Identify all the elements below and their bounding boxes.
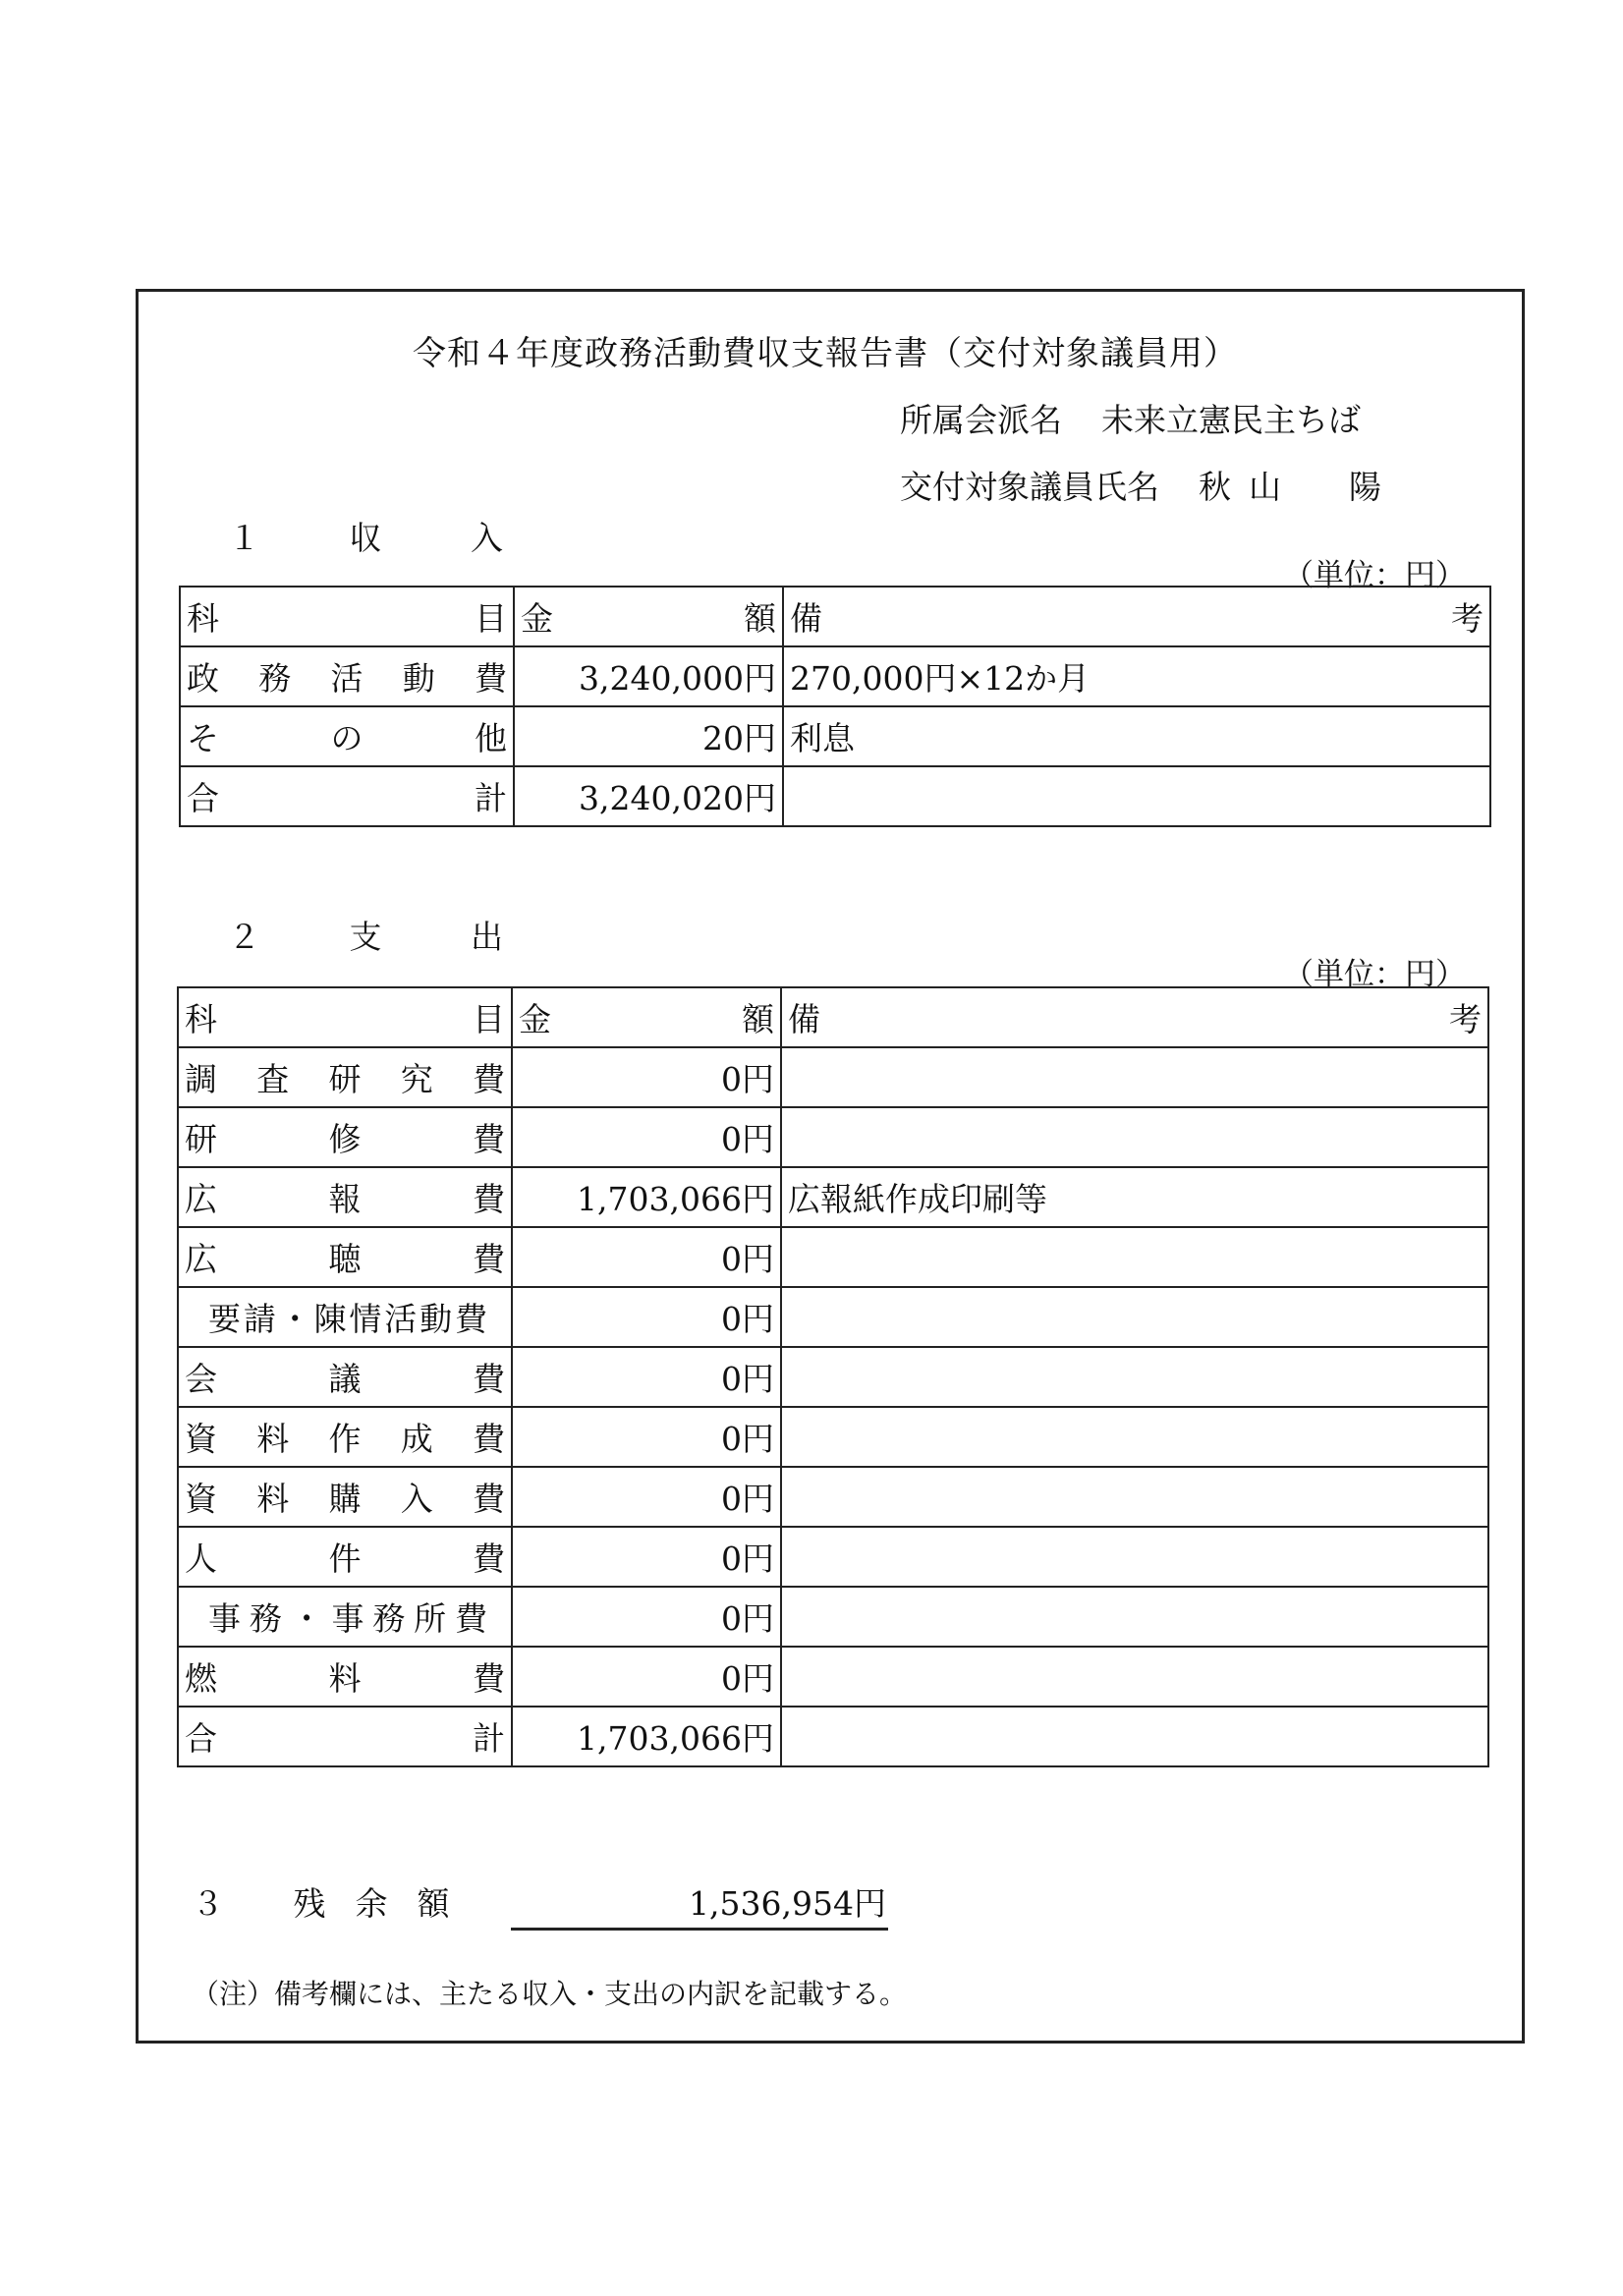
member-name: 秋山 陽 — [1199, 468, 1399, 506]
expense-table — [177, 986, 1489, 1767]
table-row — [178, 1347, 1488, 1407]
expense-unit: （単位：円） — [1283, 957, 1466, 992]
row-note: 270,000円×12か月 — [783, 646, 1490, 706]
row-subject: 資料作成費 — [178, 1407, 512, 1467]
table-row — [178, 1287, 1488, 1347]
row-amount: 0円 — [512, 1107, 781, 1167]
row-subject: 広聴費 — [178, 1227, 512, 1287]
row-amount: 0円 — [512, 1467, 781, 1527]
balance-value: 1,536,954円 — [689, 1884, 886, 1923]
row-note — [781, 1527, 1488, 1587]
table-row — [178, 1107, 1488, 1167]
expense-header-subject: 科目 — [178, 987, 512, 1047]
row-subject: 燃料費 — [178, 1647, 512, 1707]
row-subject: 人件費 — [178, 1527, 512, 1587]
row-subject: 資料購入費 — [178, 1467, 512, 1527]
row-amount: 0円 — [512, 1047, 781, 1107]
row-note — [781, 1047, 1488, 1107]
row-amount: 0円 — [512, 1347, 781, 1407]
row-amount: 1,703,066円 — [512, 1167, 781, 1227]
row-subject: 会議費 — [178, 1347, 512, 1407]
table-row — [178, 1227, 1488, 1287]
row-note — [781, 1587, 1488, 1647]
table-row — [178, 1467, 1488, 1527]
income-heading: １ 収 入 — [228, 519, 542, 557]
row-amount: 0円 — [512, 1587, 781, 1647]
row-amount: 20円 — [514, 706, 783, 766]
balance-label: ３ 残余額 — [192, 1884, 479, 1923]
expense-heading: ２ 支 出 — [228, 918, 542, 956]
row-subject: 研修費 — [178, 1107, 512, 1167]
income-table — [179, 586, 1491, 827]
report-title: 令和４年度政務活動費収支報告書（交付対象議員用） — [413, 334, 1238, 373]
member-label: 交付対象議員氏名 — [900, 468, 1159, 506]
expense-header-row — [178, 987, 1488, 1047]
row-amount: 3,240,000円 — [514, 646, 783, 706]
expense-header-amount: 金額 — [512, 987, 781, 1047]
row-subject: その他 — [180, 706, 514, 766]
table-row — [178, 1407, 1488, 1467]
income-header-note: 備考 — [783, 587, 1490, 646]
footnote: （注）備考欄には、主たる収入・支出の内訳を記載する。 — [192, 1978, 908, 2010]
row-subject: 合計 — [178, 1707, 512, 1766]
table-row — [178, 1707, 1488, 1766]
row-subject: 要請・陳情活動費 — [178, 1287, 512, 1347]
row-amount: 0円 — [512, 1647, 781, 1707]
table-row — [178, 1587, 1488, 1647]
row-note — [781, 1107, 1488, 1167]
row-subject: 政務活動費 — [180, 646, 514, 706]
row-note — [783, 766, 1490, 826]
row-note — [781, 1407, 1488, 1467]
income-unit: （単位：円） — [1283, 558, 1466, 593]
row-note: 広報紙作成印刷等 — [781, 1167, 1488, 1227]
table-row — [178, 1047, 1488, 1107]
row-amount: 1,703,066円 — [512, 1707, 781, 1766]
table-row — [178, 1167, 1488, 1227]
table-row — [180, 766, 1490, 826]
row-amount: 0円 — [512, 1407, 781, 1467]
table-row — [180, 646, 1490, 706]
table-row — [180, 706, 1490, 766]
expense-header-note: 備考 — [781, 987, 1488, 1047]
row-note — [781, 1467, 1488, 1527]
faction-name: 未来立憲民主ちば — [1101, 401, 1361, 439]
faction-label: 所属会派名 — [900, 401, 1062, 439]
row-subject: 広報費 — [178, 1167, 512, 1227]
row-note — [781, 1227, 1488, 1287]
income-header-amount: 金額 — [514, 587, 783, 646]
row-subject: 調査研究費 — [178, 1047, 512, 1107]
balance-underline — [511, 1928, 888, 1931]
row-note — [781, 1287, 1488, 1347]
row-note — [781, 1647, 1488, 1707]
row-amount: 0円 — [512, 1227, 781, 1287]
faction-line — [900, 395, 1361, 441]
table-row — [178, 1647, 1488, 1707]
income-header-row — [180, 587, 1490, 646]
row-subject: 合計 — [180, 766, 514, 826]
table-row — [178, 1527, 1488, 1587]
row-amount: 0円 — [512, 1527, 781, 1587]
row-note — [781, 1707, 1488, 1766]
income-header-subject: 科目 — [180, 587, 514, 646]
row-amount: 0円 — [512, 1287, 781, 1347]
row-note — [781, 1347, 1488, 1407]
member-line — [900, 462, 1399, 508]
row-subject: 事務・事務所費 — [178, 1587, 512, 1647]
row-amount: 3,240,020円 — [514, 766, 783, 826]
row-note: 利息 — [783, 706, 1490, 766]
